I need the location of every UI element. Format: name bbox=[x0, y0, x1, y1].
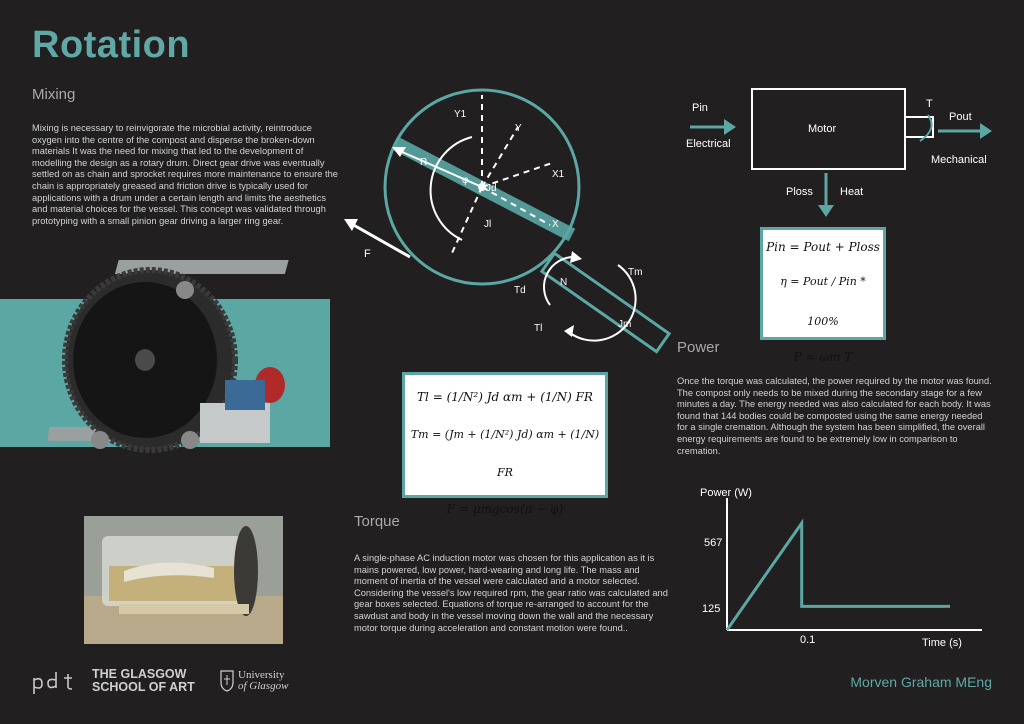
mixing-heading: Mixing bbox=[32, 86, 76, 103]
equation-pin: Pin = Pout + Ploss bbox=[766, 240, 880, 254]
pin-label: Pin bbox=[692, 102, 708, 114]
chart-xlabel: Time (s) bbox=[922, 637, 962, 649]
y-tick-label: 125 bbox=[702, 603, 721, 615]
page-title: Rotation bbox=[32, 24, 191, 66]
label-phi: φ bbox=[462, 175, 469, 186]
university-logo bbox=[238, 670, 288, 692]
power-heading: Power bbox=[677, 339, 720, 356]
label-td: Td bbox=[514, 285, 526, 296]
gsa-logo: THE GLASGOW SCHOOL OF ART bbox=[92, 667, 195, 694]
drum-render-image bbox=[40, 255, 340, 470]
label-y1: Y1 bbox=[454, 109, 467, 120]
label-x1: X1 bbox=[552, 169, 565, 180]
series-power-line bbox=[727, 523, 950, 630]
label-f: F bbox=[364, 248, 371, 260]
crest-icon bbox=[220, 670, 234, 692]
equation-tm: Tm = (Jm + (1/N²) Jd) αm + (1/N) FR bbox=[410, 428, 600, 479]
equation-f: F = μmgcos(π − φ) bbox=[446, 502, 564, 516]
label-tl: Tl bbox=[534, 323, 543, 334]
label-y: Y bbox=[515, 123, 522, 134]
label-jl: Jl bbox=[484, 219, 492, 230]
t-label: T bbox=[926, 98, 933, 110]
mechanical-label: Mechanical bbox=[931, 154, 987, 166]
equation-eta: η = Pout / Pin * 100% bbox=[780, 275, 866, 328]
y-tick-label: 567 bbox=[704, 537, 723, 549]
power-chart bbox=[690, 480, 990, 652]
university-logo-line2: of Glasgow bbox=[238, 680, 289, 692]
label-jd: Jd bbox=[486, 183, 497, 194]
mixing-text: Mixing is necessary to reinvigorate the microbial activity, reintroduce oxygen into the centre of the compost and disperse the broken-down materials It was the need for mixing that led to the development of modelling the design as a rotary drum. Direct gear drive was eventually settled on as chain and sprocket requires more maintenance to ensure the chain is appropriately greased and friction drive is typically used for applications with a drum under a certain length and limits the aesthetics and material choices for the vessel. This concept was validated through prototyping with a small pinion gear driving a larger ring gear. bbox=[32, 123, 338, 226]
label-r: R bbox=[420, 157, 428, 168]
pout-label: Pout bbox=[949, 111, 972, 123]
label-n: N bbox=[560, 277, 568, 288]
motor-diagram bbox=[676, 85, 996, 220]
author-name: Morven Graham MEng bbox=[850, 674, 992, 690]
torque-heading: Torque bbox=[354, 513, 400, 530]
gear-diagram bbox=[510, 245, 680, 355]
heat-label: Heat bbox=[840, 186, 864, 198]
power-equations bbox=[760, 227, 886, 364]
label-jm: Jm bbox=[618, 319, 632, 330]
chart-ylabel: Power (W) bbox=[700, 487, 752, 499]
equation-p: P = ωm T bbox=[793, 350, 853, 364]
torque-equations bbox=[402, 372, 608, 516]
university-logo-line1: University bbox=[238, 669, 285, 681]
motor-label: Motor bbox=[808, 123, 837, 135]
label-tm: Tm bbox=[628, 267, 643, 278]
prototype-photo bbox=[84, 516, 283, 644]
x-tick-label: 0.1 bbox=[800, 634, 816, 646]
equation-tl: Tl = (1/N²) Jd αm + (1/N) FR bbox=[417, 390, 593, 404]
ploss-label: Ploss bbox=[786, 186, 813, 198]
electrical-label: Electrical bbox=[686, 138, 731, 150]
power-text: Once the torque was calculated, the power required by the motor was found. The compost only needs to be mixed during the secondary stage for a few minutes a day. The energy needed was also calculated for each body. It was found that 144 bodies could be composted using the same energy needed for a single cremation. Although the system has been simplified, the overall energy requirements are found to be extremely low in comparison to cremation. bbox=[677, 376, 992, 456]
torque-text: A single-phase AC induction motor was chosen for this application as it is mains powered, low power, hard-wearing and long life. The mass and moment of inertia of the vessel were calculated and a motor selected. Considering the vessel's low required rpm, the gear ratio was calculated and gear boxes selected. Equations of torque re-arranged to account for the sawdust and body in the vessel moving down the wall and the necessary motor torque during acceleration and constant motion were found.. bbox=[354, 553, 668, 633]
pdt-logo bbox=[30, 670, 78, 696]
label-x: X bbox=[552, 219, 559, 230]
